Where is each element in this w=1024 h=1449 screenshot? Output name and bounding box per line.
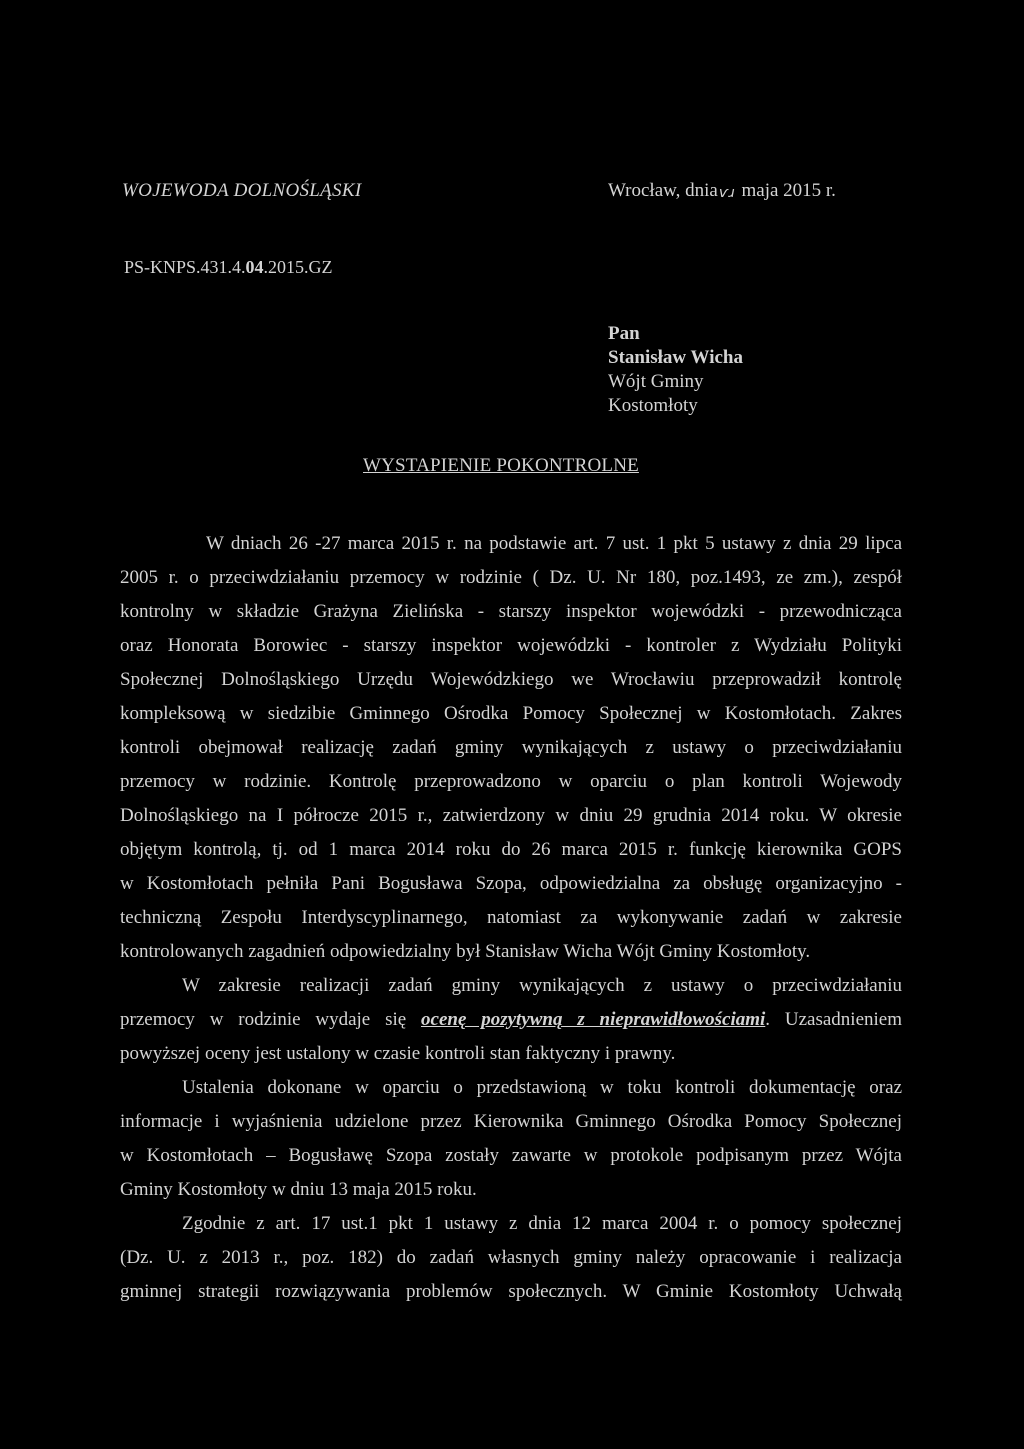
body-line: W zakresie realizacji zadań gminy wynikających z ustawy o przeciwdziałaniu [182,975,902,996]
body-line: kontroli obejmował realizację zadań gminy wynikających z ustawy o przeciwdziałaniu [120,737,902,758]
reference-part-bold: 04 [245,257,264,277]
body-line: powyższej oceny jest ustalony w czasie kontroli stan faktyczny i prawny. [120,1043,676,1064]
body-line: W dniach 26 -27 marca 2015 r. na podstawie art. 7 ust. 1 pkt 5 ustawy z dnia 29 lipca [206,533,902,554]
assessment-result: ocenę pozytywną z nieprawidłowościami [421,1009,766,1030]
body-line: 2005 r. o przeciwdziałaniu przemocy w rodzinie ( Dz. U. Nr 180, poz.1493, ze zm.), zespół [120,567,902,588]
body-line: gminnej strategii rozwiązywania problemów społecznych. W Gminie Kostomłoty Uchwałą [120,1281,902,1302]
body-line: objętym kontrolą, tj. od 1 marca 2014 roku do 26 marca 2015 r. funkcję kierownika GOPS [120,839,902,860]
addressee-salutation: Pan [608,323,640,344]
handwritten-day: ѵɹ [718,185,735,201]
body-text-run: przemocy w rodzinie wydaje się [120,1009,422,1030]
addressee-title: Wójt Gminy [608,371,704,392]
body-line: Gminy Kostomłoty w dniu 13 maja 2015 roku. [120,1179,477,1200]
addressee-block [608,322,743,418]
body-line: Zgodnie z art. 17 ust.1 pkt 1 ustawy z dnia 12 marca 2004 r. o pomocy społecznej [182,1213,902,1234]
addressee-place: Kostomłoty [608,395,698,416]
body-line: oraz Honorata Borowiec - starszy inspektor wojewódzki - kontroler z Wydziału Polityki [120,635,902,656]
body-line: kontrolny w składzie Grażyna Zielińska - starszy inspektor wojewódzki - przewodnicząca [120,601,902,622]
document-date [608,180,836,202]
date-prefix: Wrocław, dnia [608,180,718,201]
body-text-run: . Uzasadnieniem [765,1009,902,1030]
body-line: Dolnośląskiego na I półrocze 2015 r., zatwierdzony w dniu 29 grudnia 2014 roku. W okresie [120,805,902,826]
date-suffix: maja 2015 r. [741,180,836,201]
issuer-name: WOJEWODA DOLNOŚLĄSKI [122,180,362,201]
body-line [120,1003,902,1037]
body-line: kompleksową w siedzibie Gminnego Ośrodka Pomocy Społecznej w Kostomłotach. Zakres [120,703,902,724]
body-line: kontrolowanych zagadnień odpowiedzialny był Stanisław Wicha Wójt Gminy Kostomłoty. [120,941,811,962]
addressee-name: Stanisław Wicha [608,347,743,368]
reference-part: PS-KNPS.431.4. [124,257,246,277]
document-title: WYSTAPIENIE POKONTROLNE [363,455,639,476]
body-line: w Kostomłotach – Bogusławę Szopa zostały zawarte w protokole podpisanym przez Wójta [120,1145,902,1166]
body-line: przemocy w rodzinie. Kontrolę przeprowadzono w oparciu o plan kontroli Wojewody [120,771,902,792]
reference-number [124,257,333,278]
body-line: informacje i wyjaśnienia udzielone przez Kierownika Gminnego Ośrodka Pomocy Społecznej [120,1111,902,1132]
body-line: techniczną Zespołu Interdyscyplinarnego, natomiast za wykonywanie zadań w zakresie [120,907,902,928]
reference-part: .2015.GZ [263,257,333,277]
body-line: (Dz. U. z 2013 r., poz. 182) do zadań własnych gminy należy opracowanie i realizacja [120,1247,902,1268]
body-line: w Kostomłotach pełniła Pani Bogusława Szopa, odpowiedzialna za obsługę organizacyjno - [120,873,902,894]
body-line: Społecznej Dolnośląskiego Urzędu Wojewódzkiego we Wrocławiu przeprowadził kontrolę [120,669,902,690]
body-line: Ustalenia dokonane w oparciu o przedstawioną w toku kontroli dokumentację oraz [182,1077,902,1098]
body-text [120,527,902,1309]
